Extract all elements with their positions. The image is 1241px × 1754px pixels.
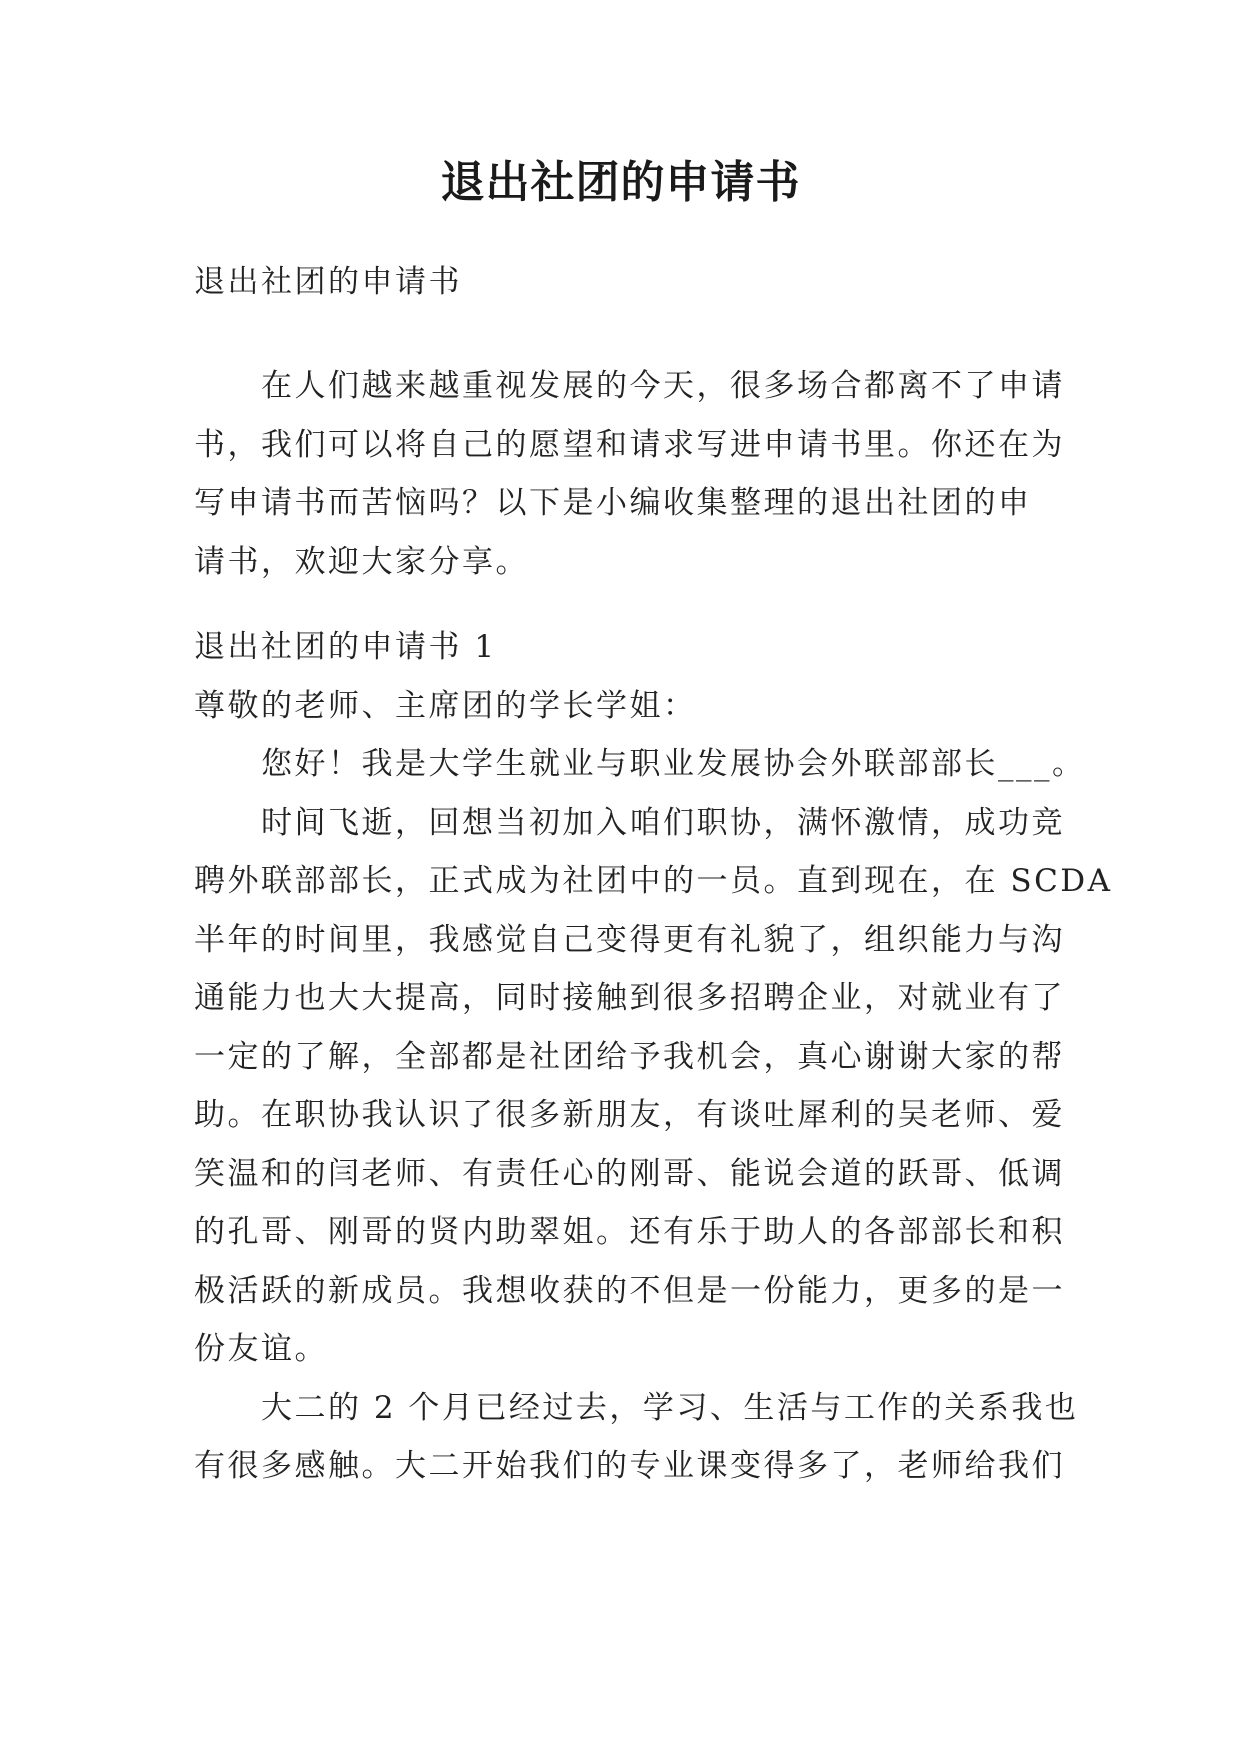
paragraph-line: 份友谊。 (194, 1331, 328, 1367)
paragraph-line: 通能力也大大提高，同时接触到很多招聘企业，对就业有了 (194, 980, 1065, 1016)
paragraph-line: 笑温和的闫老师、有责任心的刚哥、能说会道的跃哥、低调 (194, 1155, 1065, 1192)
header-line-block (194, 253, 1064, 312)
paragraph-line: 半年的时间里，我感觉自己变得更有礼貌了，组织能力与沟 (194, 921, 1065, 958)
letter-section (194, 618, 1113, 1496)
header-line: 退出社团的申请书 (194, 264, 462, 300)
document-title: 退出社团的申请书 (440, 157, 801, 208)
paragraph-line: 您好！我是大学生就业与职业发展协会外联部部长___。 (194, 746, 1086, 782)
paragraph-line: 助。在职协我认识了很多新朋友，有谈吐犀利的吴老师、爱 (194, 1097, 1065, 1133)
intro-line: 在人们越来越重视发展的今天，很多场合都离不了申请 (194, 368, 1065, 404)
paragraph-line: 极活跃的新成员。我想收获的不但是一份能力，更多的是一 (194, 1272, 1065, 1309)
intro-line: 写申请书而苦恼吗？以下是小编收集整理的退出社团的申 (194, 485, 1032, 521)
paragraph-line: 有很多感触。大二开始我们的专业课变得多了，老师给我们 (194, 1448, 1065, 1484)
letter-paragraph-1 (194, 735, 1086, 794)
letter-paragraph-2 (194, 794, 1113, 1379)
intro-line: 请书，欢迎大家分享。 (194, 543, 529, 580)
letter-paragraph-3 (194, 1379, 1079, 1496)
intro-line: 书，我们可以将自己的愿望和请求写进申请书里。你还在为 (194, 426, 1065, 463)
section-heading: 退出社团的申请书 1 (194, 629, 497, 665)
paragraph-line: 的孔哥、刚哥的贤内助翠姐。还有乐于助人的各部部长和积 (194, 1214, 1065, 1250)
paragraph-line: 聘外联部部长，正式成为社团中的一员。直到现在，在 SCDA (194, 863, 1113, 899)
paragraph-line: 一定的了解，全部都是社团给予我机会，真心谢谢大家的帮 (194, 1038, 1065, 1075)
intro-paragraph (194, 357, 1064, 591)
paragraph-line: 时间飞逝，回想当初加入咱们职协，满怀激情，成功竞 (194, 804, 1065, 841)
paragraph-line: 大二的 2 个月已经过去，学习、生活与工作的关系我也 (194, 1389, 1079, 1426)
salutation: 尊敬的老师、主席团的学长学姐： (194, 687, 697, 724)
